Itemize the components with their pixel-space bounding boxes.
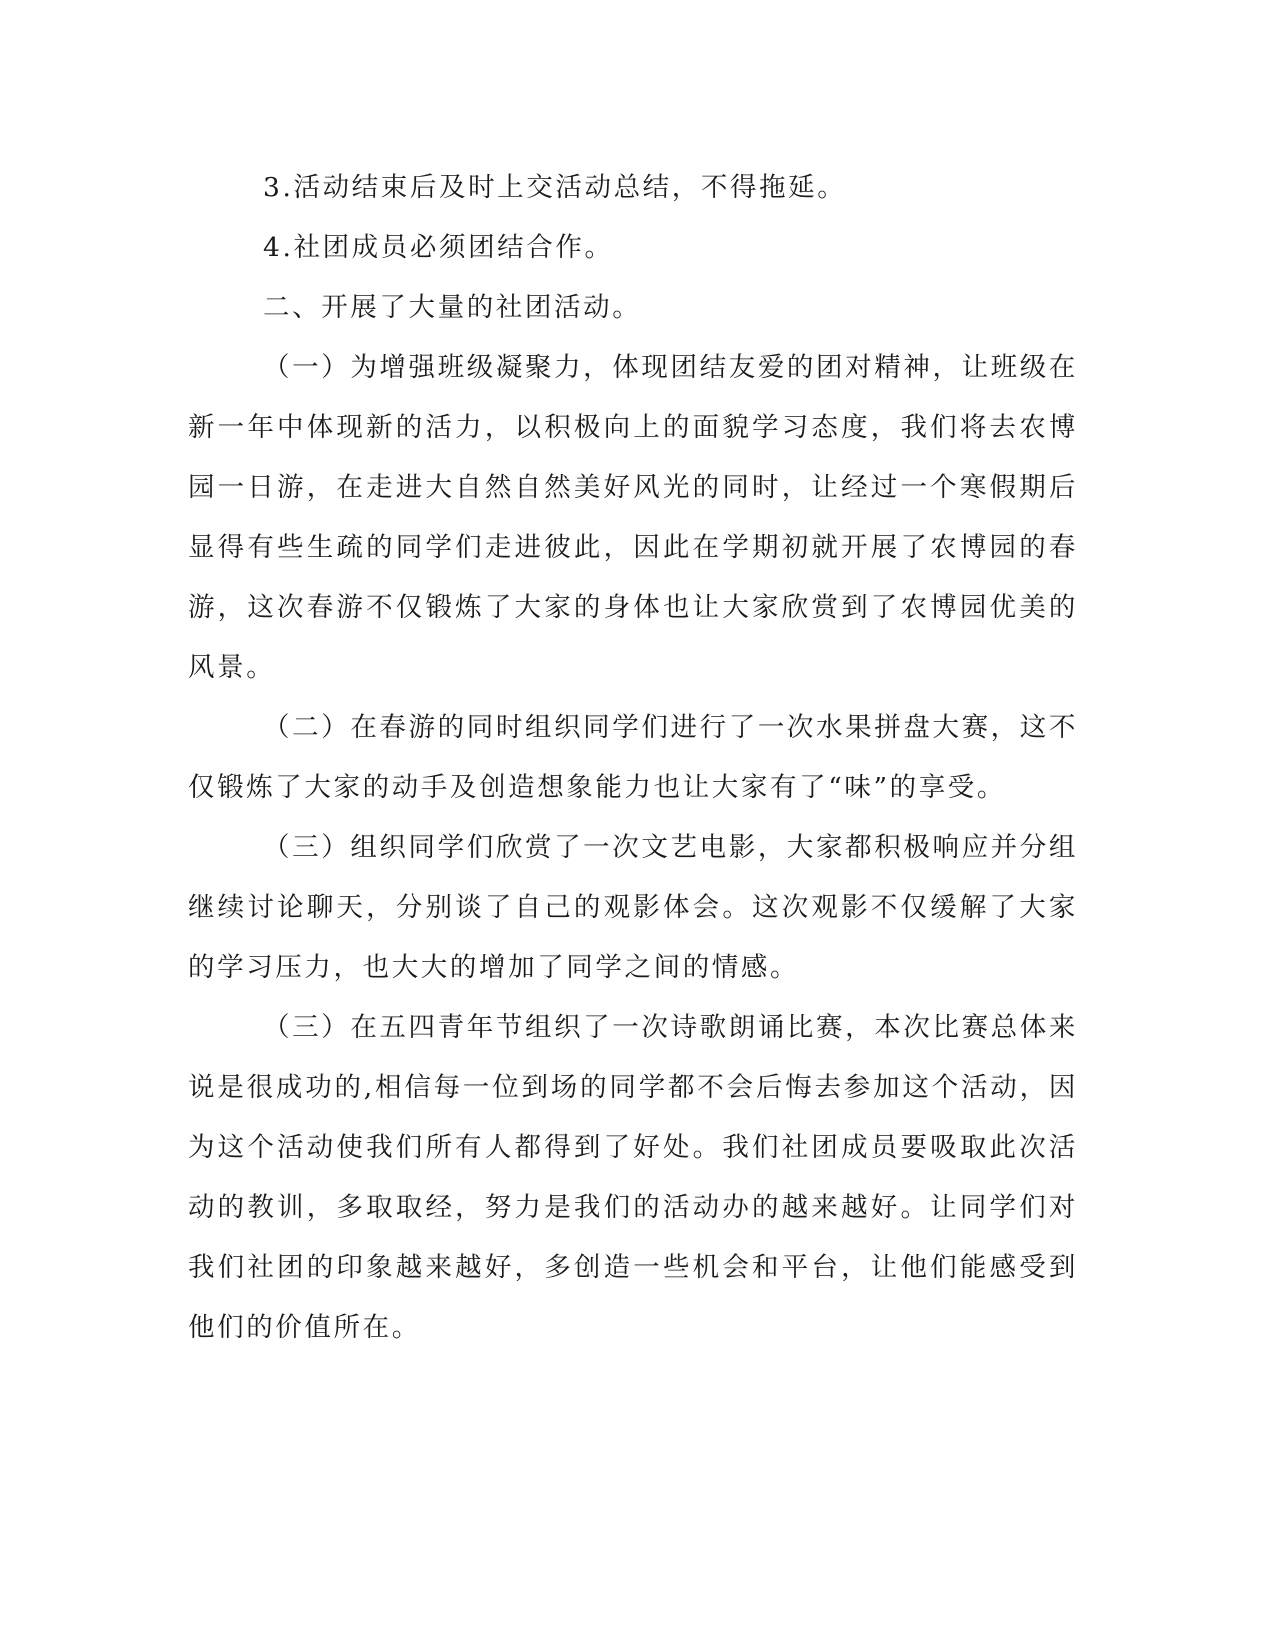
paragraph-activity-1: （一）为增强班级凝聚力，体现团结友爱的团对精神，让班级在新一年中体现新的活力，以积极向上的面貌学习态度，我们将去农博园一日游，在走进大自然自然美好风光的同时，让经过一个寒假期后显得有些生疏的同学们走进彼此，因此在学期初就开展了农博园的春游，这次春游不仅锻炼了大家的身体也让大家欣赏到了农博园优美的风景。 <box>188 352 1078 683</box>
paragraph-activity-3: （三）组织同学们欣赏了一次文艺电影，大家都积极响应并分组继续讨论聊天，分别谈了自己的观影体会。这次观影不仅缓解了大家的学习压力，也大大的增加了同学之间的情感。 <box>188 832 1078 983</box>
paragraph-rule-4: 4.社团成员必须团结合作。 <box>263 232 614 263</box>
paragraph-activity-4: （三）在五四青年节组织了一次诗歌朗诵比赛，本次比赛总体来说是很成功的,相信每一位到场的同学都不会后悔去参加这个活动，因为这个活动使我们所有人都得到了好处。我们社团成员要吸取此次活动的教训，多取取经，努力是我们的活动办的越来越好。让同学们对我们社团的印象越来越好，多创造一些机会和平台，让他们能感受到他们的价值所在。 <box>188 1012 1078 1343</box>
paragraph-activity-2: （二）在春游的同时组织同学们进行了一次水果拼盘大赛，这不仅锻炼了大家的动手及创造想象能力也让大家有了“味”的享受。 <box>188 712 1078 803</box>
paragraph-rule-3: 3.活动结束后及时上交活动总结，不得拖延。 <box>263 172 847 203</box>
document-body <box>188 158 1078 1358</box>
section-heading-activities: 二、开展了大量的社团活动。 <box>263 292 642 323</box>
